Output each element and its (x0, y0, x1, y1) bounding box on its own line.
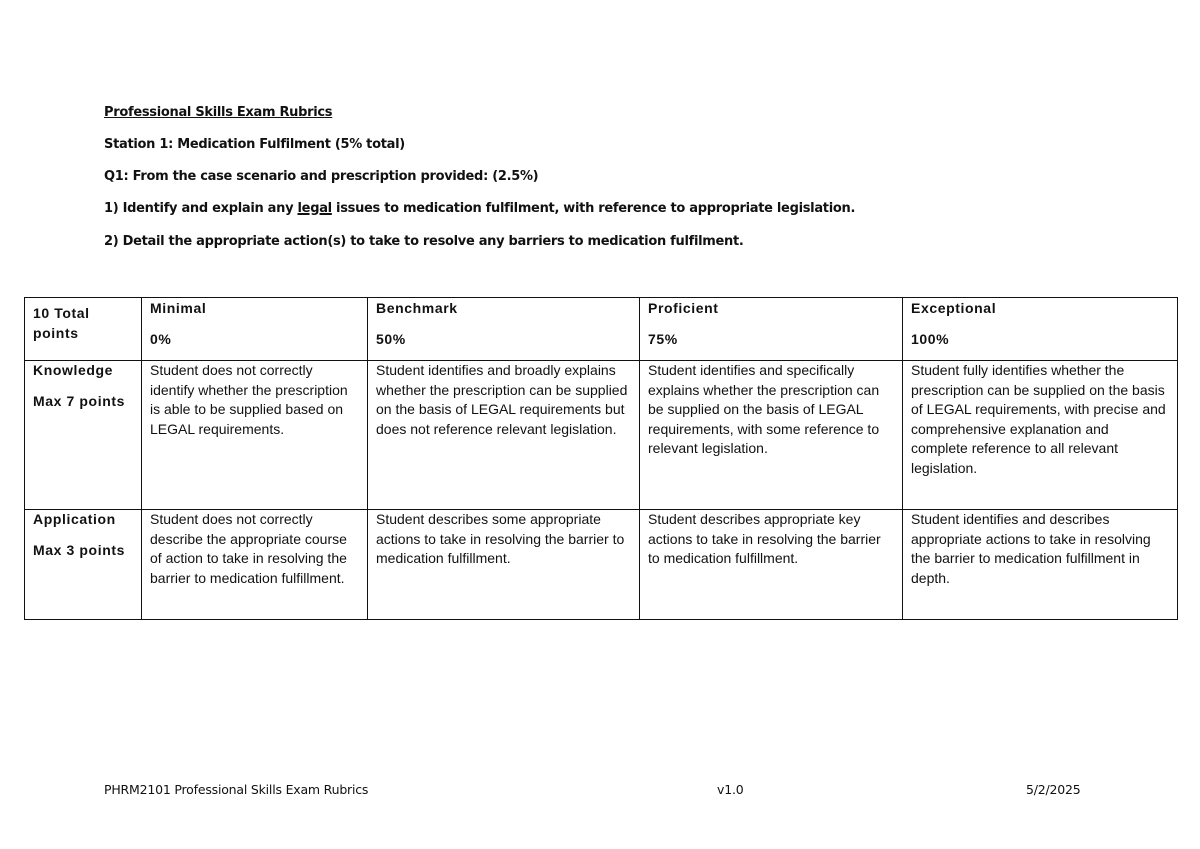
level-minimal (142, 298, 368, 361)
criterion-knowledge (25, 361, 142, 510)
criterion-application (25, 510, 142, 620)
table-cell (903, 510, 1178, 620)
cell-text: Student fully identifies whether the prescription can be supplied on the basis of LEGAL requirements, with precise and comprehensive explanation and complete reference to all relevant legislation. (911, 362, 1166, 476)
cell-text: Student identifies and broadly explains whether the prescription can be supplied on the basis of LEGAL requirements but does not reference relevant legislation. (376, 362, 628, 437)
table-cell (368, 361, 640, 510)
cell-text: Student describes appropriate key actions to take in resolving the barrier to medication fulfillment. (648, 511, 881, 567)
table-cell (640, 510, 903, 620)
cell-text: Student does not correctly identify whether the prescription is able to be supplied based on LEGAL requirements. (150, 362, 348, 437)
footer-course: PHRM2101 Professional Skills Exam Rubrics (104, 782, 369, 797)
criterion-max-points: Max 3 points (33, 541, 125, 558)
level-benchmark (368, 298, 640, 361)
criterion-max-points: Max 7 points (33, 392, 125, 409)
level-percent: 50% (376, 330, 406, 347)
level-label: Benchmark (376, 300, 458, 316)
table-row-knowledge (25, 361, 1178, 510)
table-cell (142, 510, 368, 620)
table-row-application (25, 510, 1178, 620)
cell-text: Student identifies and specifically explains whether the prescription can be supplied on the basis of LEGAL requirements, with some reference to relevant legislation. (648, 362, 880, 457)
task-item-2: 2) Detail the appropriate action(s) to take to resolve any barriers to medication fulfilment. (104, 234, 744, 249)
legal-emphasis: legal (297, 201, 332, 216)
criterion-name: Application (33, 511, 116, 527)
table-cell (640, 361, 903, 510)
table-cell (368, 510, 640, 620)
cell-text: Student describes some appropriate actions to take in resolving the barrier to medication fulfillment. (376, 511, 625, 567)
station-heading: Station 1: Medication Fulfilment (5% total) (104, 137, 405, 152)
level-label: Exceptional (911, 300, 997, 316)
footer-date: 5/2/2025 (1026, 782, 1081, 797)
level-label: Minimal (150, 300, 207, 316)
level-proficient (640, 298, 903, 361)
level-label: Proficient (648, 300, 719, 316)
level-percent: 0% (150, 330, 172, 347)
document-title: Professional Skills Exam Rubrics (104, 105, 333, 120)
table-header-row (25, 298, 1178, 361)
cell-text: Student identifies and describes appropriate actions to take in resolving the barrier to medication fulfillment in depth. (911, 511, 1151, 586)
criterion-name: Knowledge (33, 362, 114, 378)
footer-version: v1.0 (717, 782, 744, 797)
question-heading: Q1: From the case scenario and prescription provided: (2.5%) (104, 169, 539, 184)
task-item-1 (104, 201, 855, 216)
table-cell (142, 361, 368, 510)
level-exceptional (903, 298, 1178, 361)
task-item-1-end: issues to medication fulfilment, with reference to appropriate legislation. (331, 201, 856, 216)
level-percent: 100% (911, 330, 950, 347)
task-item-1-start: 1) Identify and explain any (104, 201, 298, 216)
total-points-cell: 10 Total points (25, 298, 142, 361)
cell-text: Student does not correctly describe the appropriate course of action to take in resolving the barrier to medication fulfillment. (150, 511, 347, 586)
level-percent: 75% (648, 330, 678, 347)
rubric-table (24, 297, 1178, 620)
table-cell (903, 361, 1178, 510)
